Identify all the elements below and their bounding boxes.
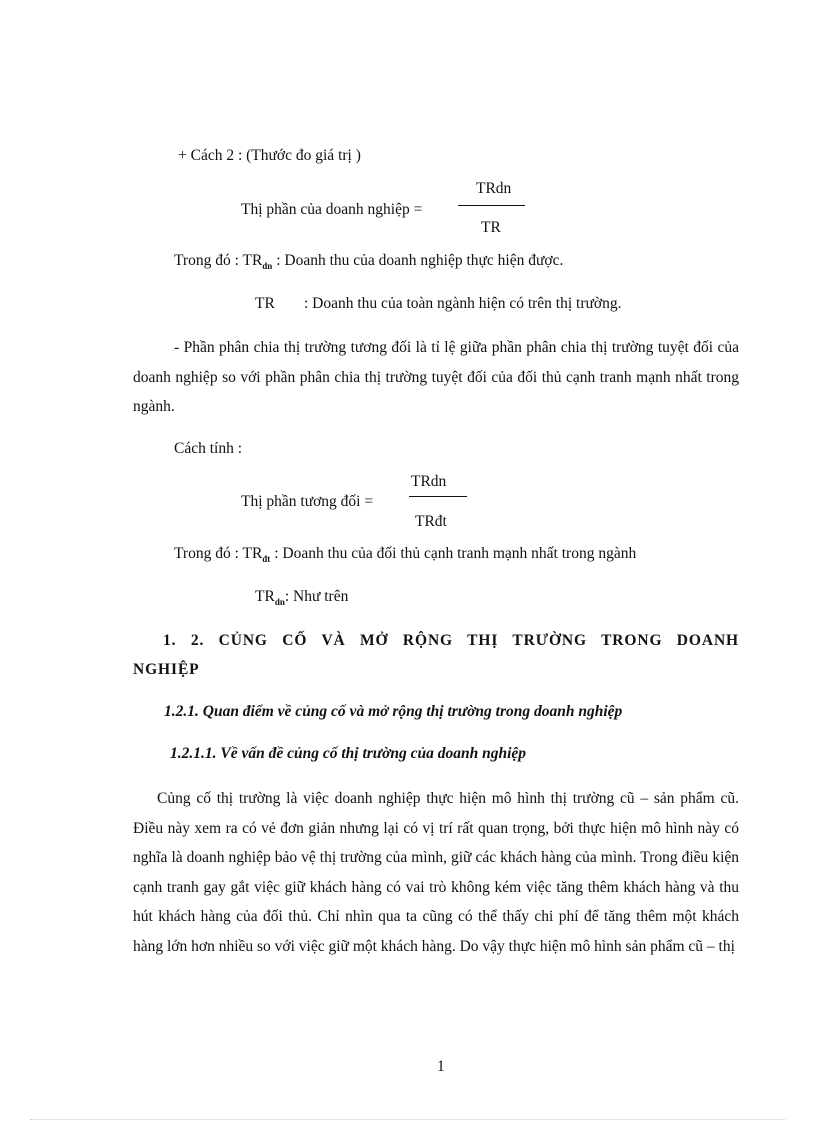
where-definition-same — [255, 588, 348, 606]
relative-formula-numerator: TRdn — [411, 473, 447, 490]
section-heading: 1. 2. CỦNG CỐ VÀ MỞ RỘNG THỊ TRƯỜNG TRONG DOANH NGHIỆP — [133, 632, 739, 678]
where-lead: Trong đó : TR — [174, 252, 263, 269]
calc-label: Cách tính : — [174, 440, 243, 457]
fraction-bar — [409, 496, 467, 497]
where-text: : Như trên — [284, 588, 349, 605]
formula-denominator: TR — [481, 219, 501, 236]
where-subscript: đt — [262, 554, 271, 564]
subsection-heading: 1.2.1. Quan điểm về củng cố và mở rộng thị trường trong doanh nghiệp — [164, 703, 623, 720]
subsubsection-heading: 1.2.1.1. Về vấn đề củng cố thị trường của doanh nghiệp — [170, 745, 527, 762]
relative-share-paragraph: - Phần phân chia thị trường tương đối là tỉ lệ giữa phần phân chia thị trường tuyệt đối của doanh nghiệp so với phần phân chia thị trường tuyệt đối của đối thủ cạnh tranh mạnh nhất trong ngành. — [133, 339, 739, 415]
relative-formula-label: Thị phần tương đối = — [241, 493, 374, 510]
tr-definition: : Doanh thu của toàn ngành hiện có trên thị trường. — [304, 295, 622, 312]
fraction-bar — [458, 205, 525, 206]
formula-label: Thị phần của doanh nghiệp = — [241, 201, 423, 218]
where-subscript: dn — [274, 597, 285, 607]
tr-symbol: TR — [255, 295, 275, 312]
formula-numerator: TRdn — [476, 180, 512, 197]
where-definition — [174, 252, 563, 270]
where-definition-competitor — [174, 545, 636, 563]
method-2-title: + Cách 2 : (Thước đo giá trị ) — [178, 147, 361, 164]
where-lead: TR — [255, 588, 275, 605]
page-footer-divider — [30, 1119, 786, 1120]
where-lead: Trong đó : TR — [174, 545, 263, 562]
relative-formula-denominator: TRđt — [415, 513, 447, 530]
where-text: : Doanh thu của doanh nghiệp thực hiện được. — [272, 252, 564, 269]
where-text: : Doanh thu của đối thủ cạnh tranh mạnh nhất trong ngành — [270, 545, 637, 562]
where-subscript: dn — [262, 261, 273, 271]
page-number: 1 — [437, 1058, 445, 1075]
body-paragraph: Củng cố thị trường là việc doanh nghiệp thực hiện mô hình thị trường cũ – sản phẩm cũ. Điều này xem ra có vẻ đơn giản nhưng lại có vị trí rất quan trọng, bởi thực hiện mô hình này có nghĩa là doanh nghiệp bảo vệ thị trường của mình, giữ các khách hàng của mình. Trong điều kiện cạnh tranh gay gắt việc giữ khách hàng có vai trò không kém việc tăng thêm khách hàng và thu hút khách hàng của đối thủ. Chỉ nhìn qua ta cũng có thể thấy chi phí để tăng thêm một khách hàng lớn hơn nhiều so với việc giữ một khách hàng. Do vậy thực hiện mô hình sản phẩm cũ – thị — [133, 790, 739, 955]
